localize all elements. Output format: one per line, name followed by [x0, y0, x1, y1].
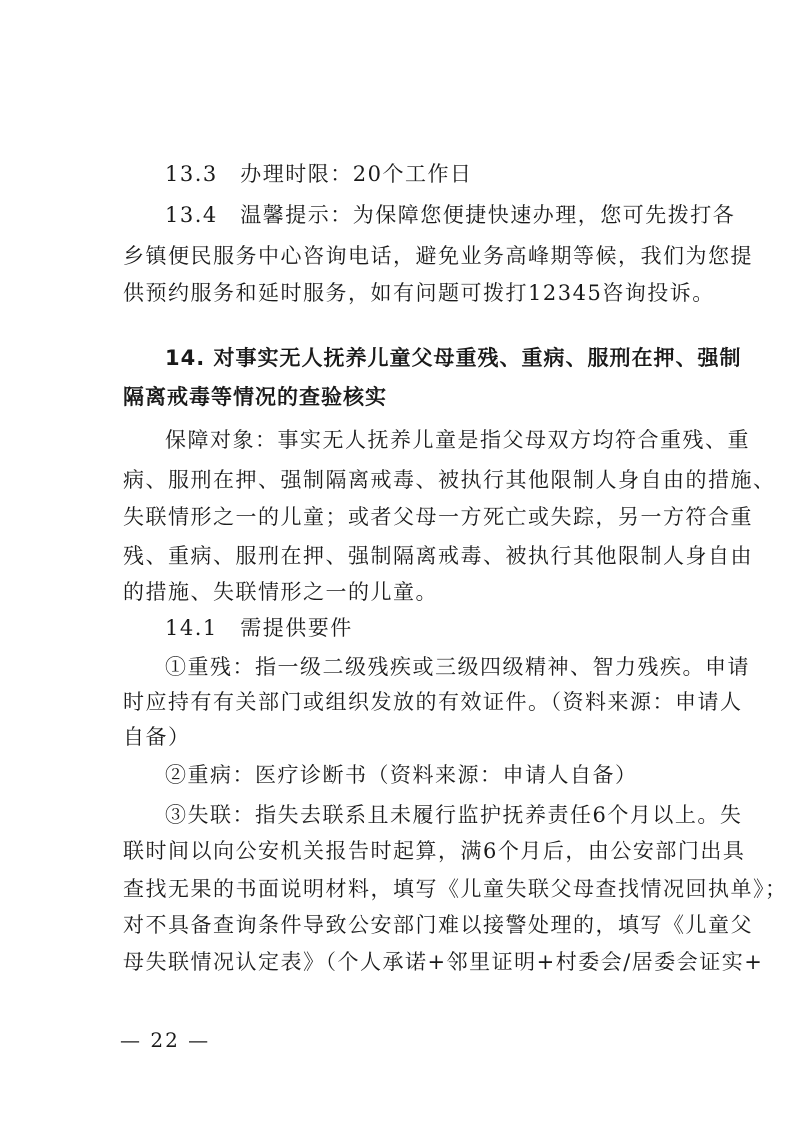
page-number: — 22 — [120, 1028, 211, 1052]
missing-line-2: 联时间以向公安机关报告时起算，满6个月后，由公安部门出具 [123, 839, 746, 863]
missing-line-3: 查找无果的书面说明材料，填写《儿童失联父母查找情况回执单》； [123, 877, 788, 901]
disability-line-1: ①重残：指一级二级残疾或三级四级精神、智力残疾。申请 [165, 655, 750, 679]
tips-line-2: 乡镇便民服务中心咨询电话，避免业务高峰期等候，我们为您提 [123, 244, 753, 268]
beneficiary-line-5: 的措施、失联情形之一的儿童。 [123, 580, 438, 604]
disability-line-2: 时应持有有关部门或组织发放的有效证件。（资料来源：申请人 [123, 690, 743, 714]
beneficiary-line-2: 病、服刑在押、强制隔离戒毒、被执行其他限制人身自由的措施、 [123, 468, 776, 492]
beneficiary-line-4: 残、重病、服刑在押、强制隔离戒毒、被执行其他限制人身自由 [123, 544, 753, 568]
beneficiary-line-3: 失联情形之一的儿童；或者父母一方死亡或失踪，另一方符合重 [123, 505, 753, 529]
disability-line-3: 自备） [123, 725, 191, 749]
missing-line-4: 对不具备查询条件导致公安部门难以接警处理的，填写《儿童父 [123, 913, 753, 937]
missing-line-5: 母失联情况认定表》（个人承诺+邻里证明+村委会/居委会证实+ [123, 950, 764, 974]
missing-line-1: ③失联：指失去联系且未履行监护抚养责任6个月以上。失 [165, 803, 743, 827]
section-heading-line-2: 隔离戒毒等情况的查验核实 [123, 385, 387, 409]
beneficiary-line-1: 保障对象：事实无人抚养儿童是指父母双方均符合重残、重 [165, 428, 750, 452]
illness-line: ②重病：医疗诊断书（资料来源：申请人自备） [165, 763, 638, 787]
section-heading-line-1: 14. 对事实无人抚养儿童父母重残、重病、服刑在押、强制 [165, 346, 742, 370]
tips-line-3: 供预约服务和延时服务，如有问题可拨打12345咨询投诉。 [123, 281, 715, 305]
time-limit-line: 13.3 办理时限：20个工作日 [165, 162, 473, 186]
requirements-heading: 14.1 需提供要件 [165, 616, 353, 640]
tips-line-1: 13.4 温馨提示：为保障您便捷快速办理，您可先拨打各 [165, 203, 736, 227]
